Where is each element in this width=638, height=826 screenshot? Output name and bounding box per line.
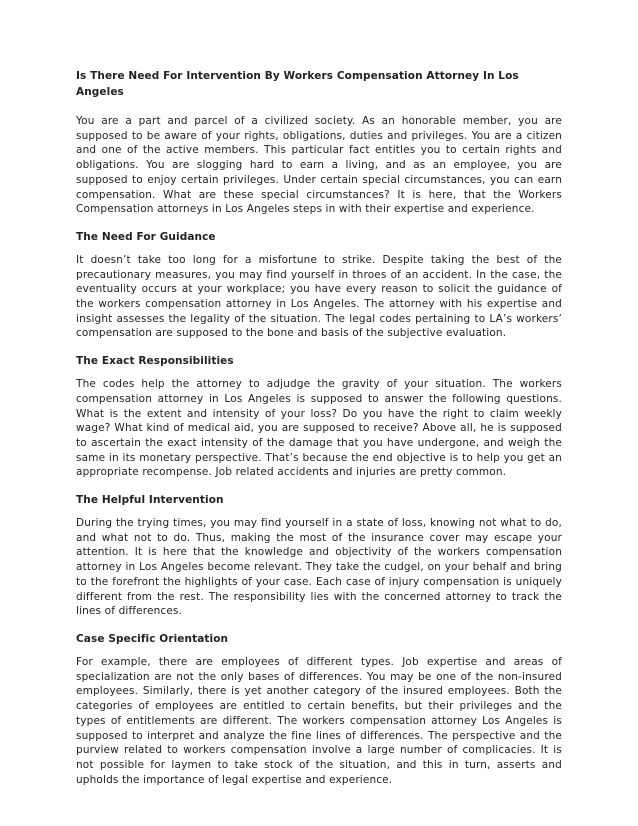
section-body-need-for-guidance: It doesn’t take too long for a misfortune to strike. Despite taking the best of the precautionary measures, you may find yourself in throes of an accident. In the case, the eventuality occurs at your workplace; you have every reason to solicit the guidance of the workers compensation attorney in Los Angeles. The attorney with his expertise and insight assesses the legality of the situation. The legal codes pertaining to LA’s workers’ compensation are supposed to the bone and basis of the subjective evaluation. (76, 253, 562, 340)
section-body-exact-responsibilities: The codes help the attorney to adjudge the gravity of your situation. The workers compensation attorney in Los Angeles is supposed to answer the following questions. What is the extent and intensity of your loss? Do you have the right to claim weekly wage? What kind of medical aid, you are supposed to receive? Above all, he is supposed to ascertain the exact intensity of the damage that you have undergone, and weigh the same in its monetary perspective. That’s because the end objective is to help you get an appropriate recompense. Job related accidents and injuries are pretty common. (76, 378, 562, 479)
section-heading-exact-responsibilities: The Exact Responsibilities (76, 355, 234, 368)
document-title: Is There Need For Intervention By Workers Compensation Attorney In Los Angeles (76, 70, 519, 98)
intro-paragraph: You are a part and parcel of a civilized society. As an honorable member, you are supposed to be aware of your rights, obligations, duties and privileges. You are a citizen and one of the active members. This particular fact entitles you to certain rights and obligations. You are slogging hard to earn a living, and as an employee, you are supposed to enjoy certain privileges. Under certain special circumstances, you can earn compensation. What are these special circumstances? It is here, that the Workers Compensation attorneys in Los Angeles steps in with their expertise and experience. (76, 115, 562, 216)
section-body-case-specific-orientation: For example, there are employees of different types. Job expertise and areas of specialization are not the only bases of differences. You may be one of the non-insured employees. Similarly, there is yet another category of the insured employees. Both the categories of employees are entitled to certain benefits, but their privileges and the types of entitlements are different. The workers compensation attorney Los Angeles is supposed to interpret and analyze the fine lines of differences. The perspective and the purview related to workers compensation involve a large number of complicacies. It is not possible for laymen to take stock of the situation, and this in turn, asserts and upholds the importance of legal expertise and experience. (76, 655, 562, 786)
section-heading-need-for-guidance: The Need For Guidance (76, 230, 216, 243)
section-body-helpful-intervention: During the trying times, you may find yourself in a state of loss, knowing not what to do, and what not to do. Thus, making the most of the insurance cover may escape your attention. It is here that the knowledge and objectivity of the workers compensation attorney in Los Angeles become relevant. They take the cudgel, on your behalf and bring to the forefront the highlights of your case. Each case of injury compensation is uniquely different from the rest. The responsibility lies with the concerned attorney to track the lines of differences. (76, 517, 562, 618)
document-page (76, 68, 562, 799)
section-heading-helpful-intervention: The Helpful Intervention (76, 494, 224, 507)
section-heading-case-specific-orientation: Case Specific Orientation (76, 632, 229, 645)
